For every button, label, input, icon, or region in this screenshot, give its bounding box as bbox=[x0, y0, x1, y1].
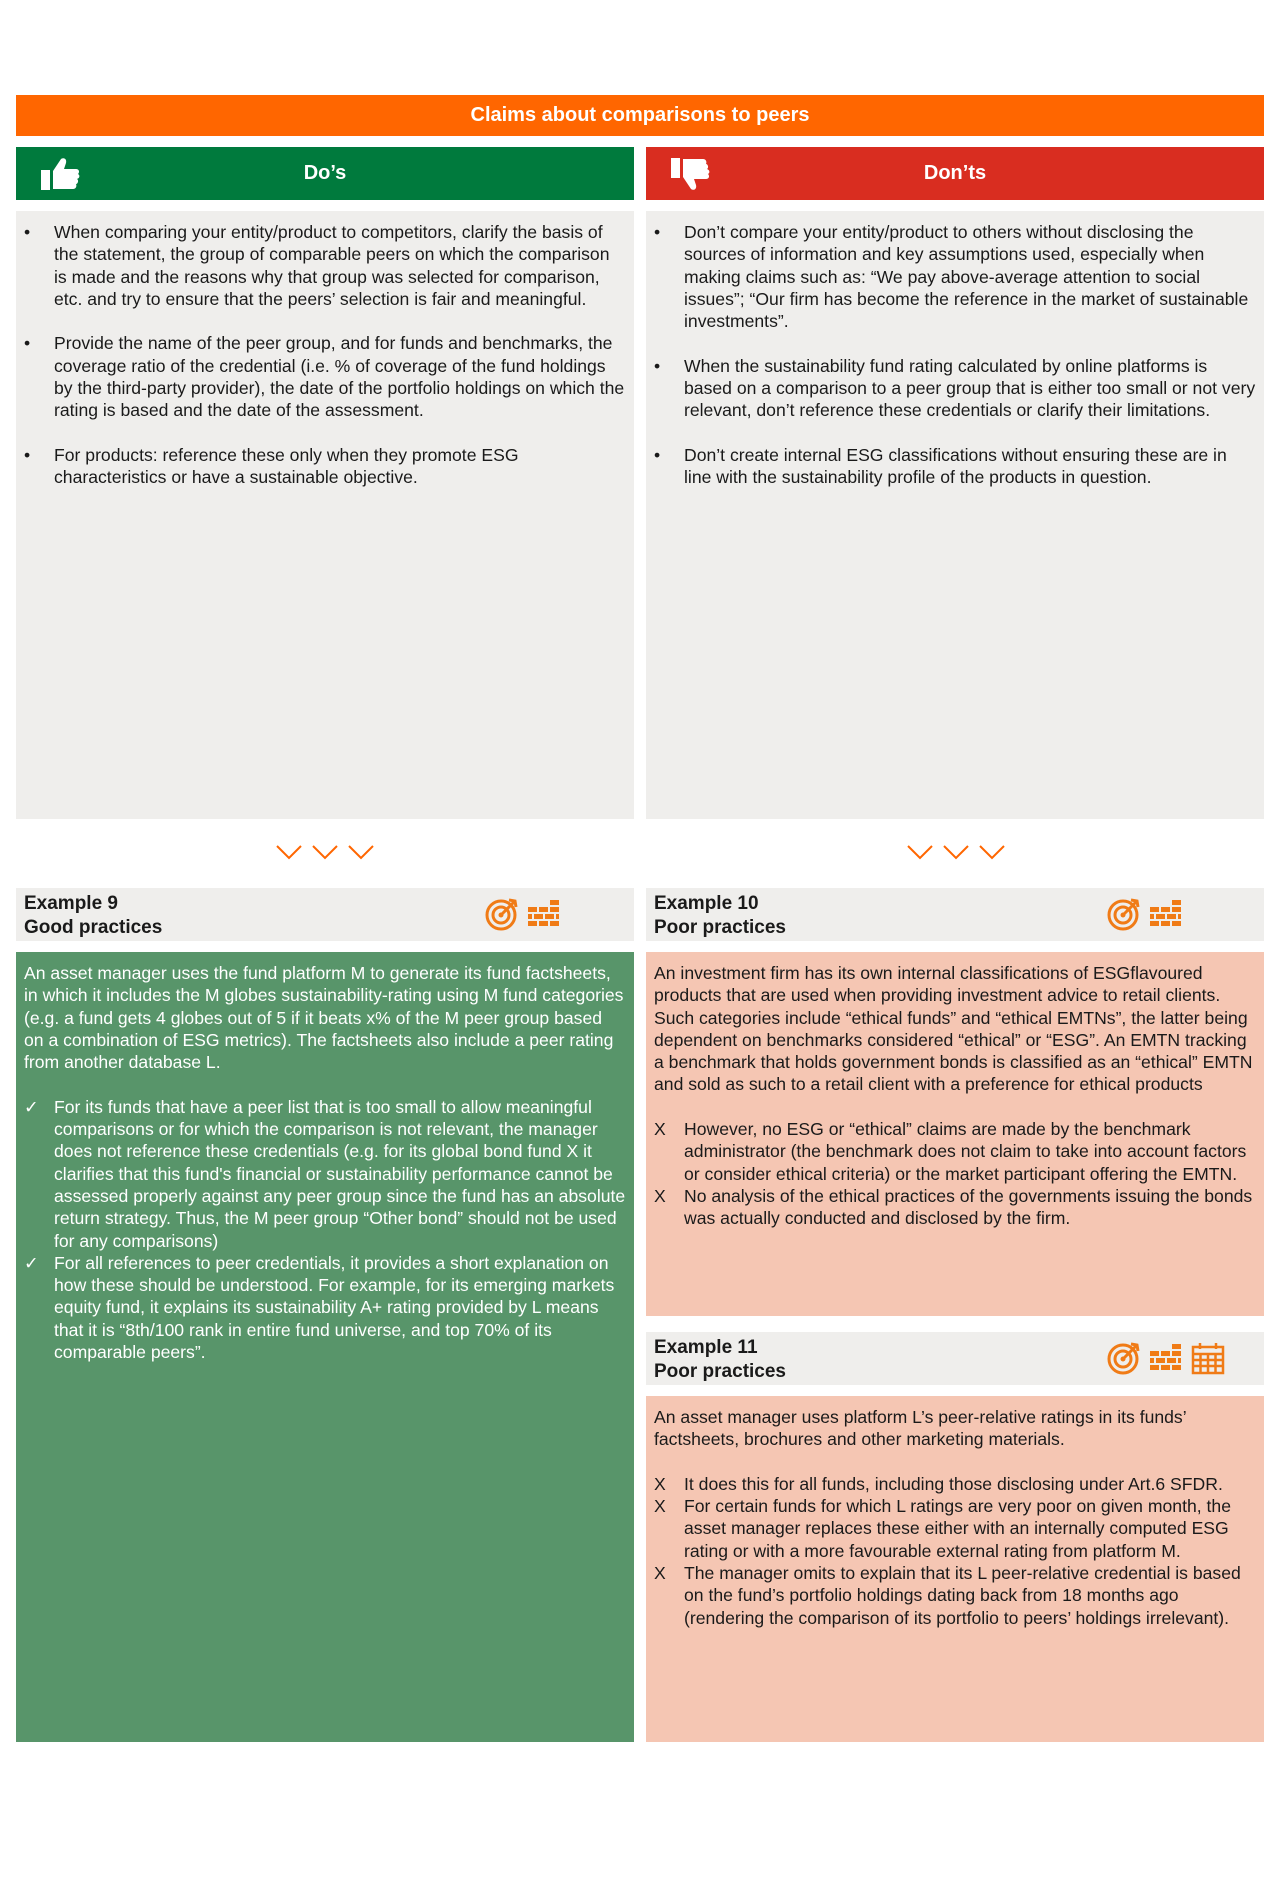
donts-title: Don’ts bbox=[923, 162, 987, 184]
example-11-list bbox=[654, 1473, 1256, 1629]
example-10-body bbox=[646, 952, 1264, 1316]
example-10-subtitle: Poor practices bbox=[654, 917, 786, 938]
dos-title: Do’s bbox=[303, 162, 347, 184]
example-10-header bbox=[646, 888, 1264, 941]
example-11-header bbox=[646, 1332, 1264, 1385]
example-10-list bbox=[654, 1118, 1256, 1229]
list-item: X The manager omits to explain that its L peer-relative credential is based on the fund’s portfolio holdings dating back from 18 months ago (rendering the comparison of its portfolio to peers’ holdings irrelevant). bbox=[654, 1563, 1241, 1628]
list-item: • When comparing your entity/product to competitors, clarify the basis of the statement, the group of comparable peers on which the comparison is made and the reasons why that group was selected for comparison, etc. and try to ensure that the peers’ selection is fair and meaningful. bbox=[24, 222, 610, 309]
chevron-down-icon bbox=[906, 842, 1006, 864]
list-item: ✓ For its funds that have a peer list that is too small to allow meaningful comparisons or for which the comparison is not relevant, the manager does not reference these credentials (e.g. for its global bond fund X it clarifies that this fund's financial or sustainability performance cannot be assessed properly against any peer group since the fund has an absolute return strategy. Thus, the M peer group “Other bond” should not be used for any comparisons) bbox=[24, 1096, 626, 1251]
target-icon bbox=[484, 896, 520, 932]
list-item: X However, no ESG or “ethical” claims are made by the benchmark administrator (the benchmark does not claim to take into account factors or consider ethical criteria) or the market participant offering the EMTN. bbox=[654, 1119, 1247, 1184]
brick-wall-icon bbox=[1148, 896, 1184, 932]
example-9-header bbox=[16, 888, 634, 941]
example-11-intro: An asset manager uses platform L’s peer-relative ratings in its funds’ factsheets, brochures and other marketing materials. bbox=[654, 1407, 1186, 1450]
list-item: • When the sustainability fund rating calculated by online platforms is based on a comparison to a peer group that is either too small or not very relevant, don’t reference these credentials or clarify their limitations. bbox=[654, 355, 1256, 421]
list-item: X No analysis of the ethical practices of the governments issuing the bonds was actually conducted and disclosed by the firm. bbox=[654, 1185, 1253, 1229]
list-item: X It does this for all funds, including those disclosing under Art.6 SFDR. bbox=[654, 1473, 1223, 1494]
example-9-body bbox=[16, 952, 634, 1742]
example-11-subtitle: Poor practices bbox=[654, 1361, 786, 1382]
banner-title: Claims about comparisons to peers bbox=[470, 104, 810, 126]
brick-wall-icon bbox=[1148, 1340, 1184, 1376]
calendar-icon bbox=[1190, 1340, 1226, 1376]
list-item: • Don’t create internal ESG classifications without ensuring these are in line with the sustainability profile of the products in question. bbox=[654, 444, 1227, 488]
example-11-body bbox=[646, 1396, 1264, 1742]
list-item: • Don’t compare your entity/product to others without disclosing the sources of information and key assumptions used, especially when making claims such as: “We pay above-average attention to social issues”; “Our firm has become the reference in the market of sustainable investments”. bbox=[654, 222, 1249, 332]
dos-box bbox=[16, 211, 634, 819]
list-item: • For products: reference these only when they promote ESG characteristics or have a sustainable objective. bbox=[24, 444, 519, 488]
thumbs-up-icon bbox=[40, 156, 80, 192]
donts-list bbox=[654, 221, 1256, 489]
chevron-down-icon bbox=[275, 842, 375, 864]
target-icon bbox=[1106, 896, 1142, 932]
list-item: X For certain funds for which L ratings are very poor on given month, the asset manager replaces these either with an internally computed ESG rating or with a more favourable external rating from platform M. bbox=[654, 1496, 1231, 1561]
thumbs-down-icon bbox=[670, 156, 710, 192]
example-10-title: Example 10 bbox=[654, 893, 759, 914]
example-9-title: Example 9 bbox=[24, 893, 118, 914]
donts-box bbox=[646, 211, 1264, 819]
section-banner bbox=[16, 95, 1264, 136]
dos-header bbox=[16, 147, 634, 200]
list-item: • Provide the name of the peer group, and for funds and benchmarks, the coverage ratio of the credential (i.e. % of coverage of the fund holdings by the third-party provider), the date of the portfolio holdings on which the rating is based and the date of the assessment. bbox=[24, 333, 625, 421]
donts-header bbox=[646, 147, 1264, 200]
example-10-intro: An investment firm has its own internal classifications of ESGflavoured products that are used when providing investment advice to retail clients. Such categories include “ethical funds” and “ethical EMTNs”, the latter being dependent on benchmarks considered “ethical” or “ESG”. An EMTN tracking a benchmark that holds government bonds is classified as an “ethical” EMTN and sold as such to a retail client with a preference for ethical products bbox=[654, 963, 1253, 1095]
example-9-intro: An asset manager uses the fund platform M to generate its fund factsheets, in which it includes the M globes sustainability-rating using M fund categories (e.g. a fund gets 4 globes out of 5 if it beats x% of the M peer group based on a combination of ESG metrics). The factsheets also include a peer rating from another database L. bbox=[24, 963, 624, 1073]
example-11-title: Example 11 bbox=[654, 1337, 758, 1358]
target-icon bbox=[1106, 1340, 1142, 1376]
brick-wall-icon bbox=[526, 896, 562, 932]
example-9-subtitle: Good practices bbox=[24, 917, 163, 938]
list-item: ✓ For all references to peer credentials, it provides a short explanation on how these should be understood. For example, for its emerging markets equity fund, it explains its sustainability A+ rating provided by L means that it is “8th/100 rank in entire fund universe, and top 70% of its comparable peers”. bbox=[24, 1252, 615, 1363]
dos-list bbox=[24, 221, 626, 489]
example-9-list bbox=[24, 1096, 626, 1364]
